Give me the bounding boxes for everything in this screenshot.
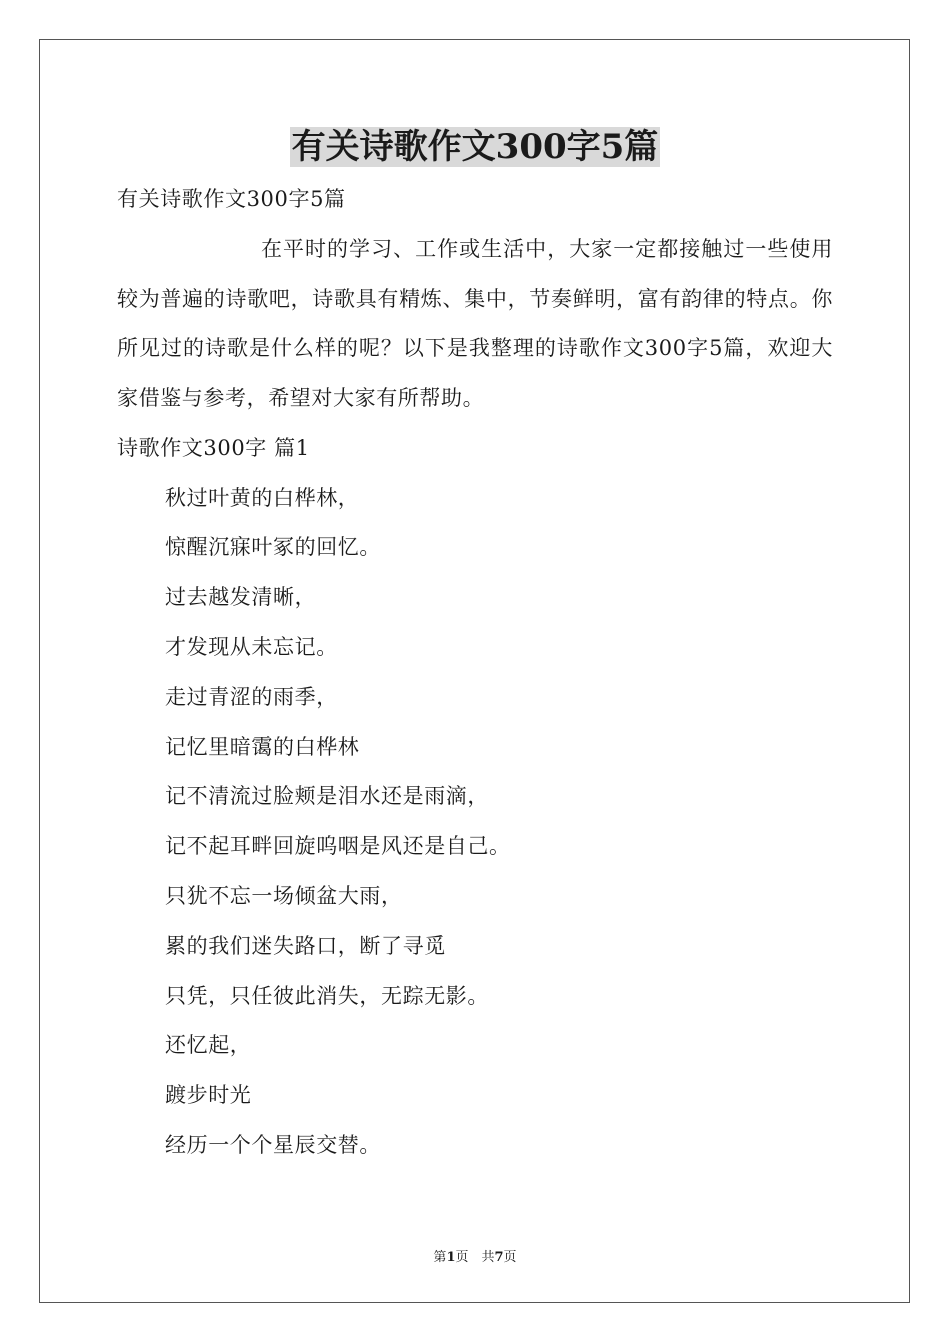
poem-line: 走过青涩的雨季， bbox=[165, 684, 338, 709]
poem-line: 过去越发清晰， bbox=[165, 585, 317, 610]
poem bbox=[117, 474, 833, 1171]
page-current: 1 bbox=[446, 1250, 456, 1265]
poem-line: 只凭，只任彼此消失，无踪无影。 bbox=[165, 983, 489, 1008]
poem-line: 惊醒沉寐叶冢的回忆。 bbox=[165, 535, 381, 560]
poem-line: 记不起耳畔回旋呜咽是风还是自己。 bbox=[165, 834, 511, 859]
poem-line: 经历一个个星辰交替。 bbox=[165, 1132, 381, 1157]
poem-line: 记忆里暗霭的白桦林 bbox=[165, 734, 360, 759]
page-total: 7 bbox=[494, 1250, 504, 1265]
poem-line: 秋过叶黄的白桦林， bbox=[165, 485, 360, 510]
document-subtitle: 有关诗歌作文300字5篇 bbox=[117, 187, 346, 211]
document-body bbox=[117, 175, 833, 1171]
poem-line: 还忆起， bbox=[165, 1033, 252, 1058]
poem-line: 踱步时光 bbox=[165, 1083, 252, 1108]
poem-line: 才发现从未忘记。 bbox=[165, 634, 338, 659]
page-footer bbox=[0, 1246, 950, 1265]
page-suffix: 页 bbox=[503, 1250, 517, 1265]
page-mid: 页 共 bbox=[455, 1250, 495, 1265]
section-heading: 诗歌作文300字 篇1 bbox=[117, 435, 310, 460]
poem-line: 记不清流过脸颊是泪水还是雨滴， bbox=[165, 784, 489, 809]
poem-line: 累的我们迷失路口，断了寻觅 bbox=[165, 933, 446, 958]
document-title bbox=[0, 122, 950, 172]
page-prefix: 第 bbox=[433, 1250, 447, 1265]
poem-line: 只犹不忘一场倾盆大雨， bbox=[165, 883, 403, 908]
document-title-text: 有关诗歌作文300字5篇 bbox=[291, 127, 659, 167]
intro-paragraph: 在平时的学习、工作或生活中，大家一定都接触过一些使用较为普遍的诗歌吧，诗歌具有精炼、集中，节奏鲜明，富有韵律的特点。你所见过的诗歌是什么样的呢？以下是我整理的诗歌作文300字5篇，欢迎大家借鉴与参考，希望对大家有所帮助。 bbox=[117, 236, 833, 411]
